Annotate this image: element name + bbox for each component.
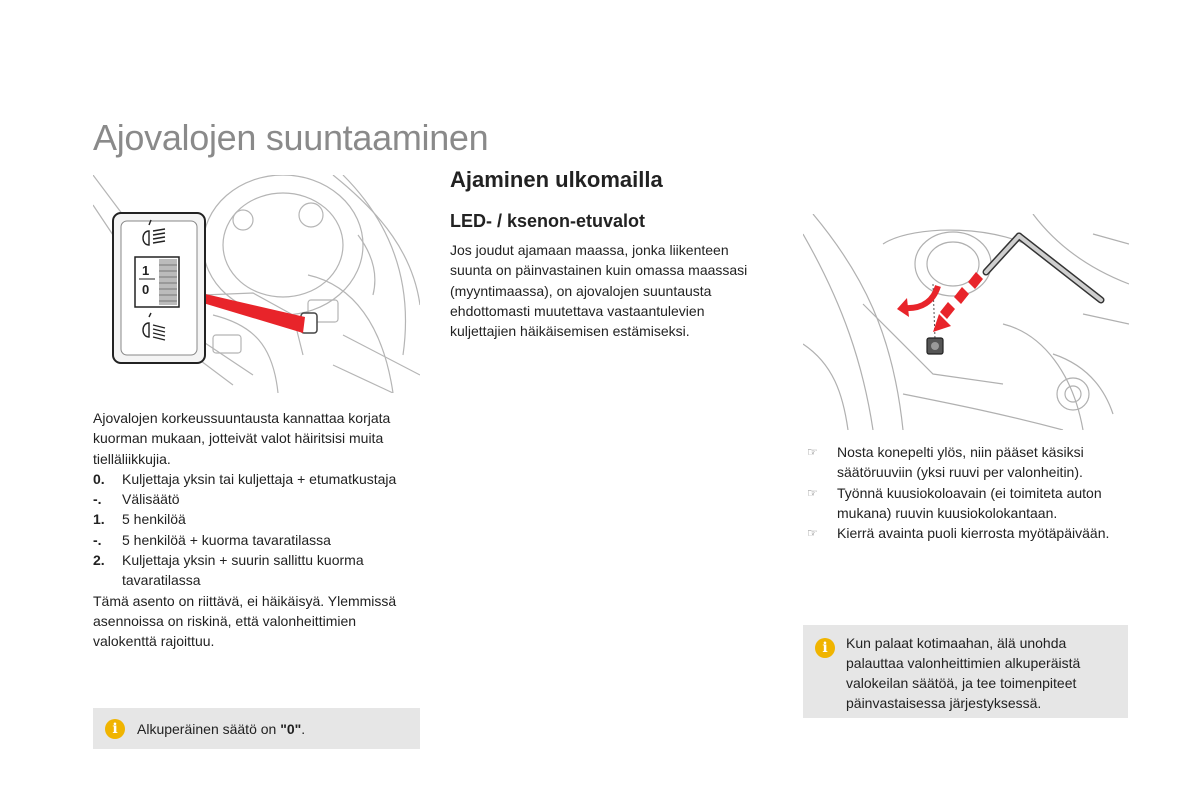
- note-paragraph: Tämä asento on riittävä, ei häikäisyä. Ylemmissä asennoissa on riskinä, että valonheittimien valokenttä rajoittuu.: [93, 592, 397, 650]
- info-text: Kun palaat kotimaahan, älä unohda palauttaa valonheittimien alkuperäistä valokeilan säätöä, ja tee toimenpiteet päinvastaisessa järjestyksessä.: [846, 635, 1081, 711]
- position-label: 1.: [93, 511, 105, 528]
- position-item: [93, 550, 423, 591]
- step-text: Työnnä kuusiokoloavain (ei toimiteta auton mukana) ruuvin kuusiokolokantaan.: [837, 484, 1102, 521]
- info-box-return-home: [803, 625, 1128, 718]
- position-item: [93, 530, 423, 550]
- position-item: [93, 509, 423, 529]
- step-item: [803, 442, 1133, 483]
- section-title: Ajaminen ulkomailla: [450, 167, 663, 192]
- info-box-default-setting: [93, 708, 420, 749]
- step-item: [803, 483, 1133, 524]
- left-text-block: [93, 408, 423, 652]
- step-text: Kierrä avainta puoli kierrosta myötäpäivään.: [837, 525, 1110, 542]
- position-text: Kuljettaja yksin + suurin sallittu kuorma tavaratilassa: [122, 552, 364, 589]
- step-text: Nosta konepelti ylös, niin pääset käsiksi säätöruuviin (yksi ruuvi per valonheitin).: [837, 444, 1084, 481]
- engine-bay-illustration: [803, 214, 1129, 430]
- dial-label-1: 1: [142, 263, 150, 278]
- dashboard-dial-illustration: [93, 175, 420, 393]
- foreign-driving-paragraph: Jos joudut ajamaan maassa, jonka liikenteen suunta on päinvastainen kuin omassa maassasi (myyntimaassa), on ajovalojen suuntausta ehdottomasti muutettava vastaantulevien kuljettajien häikäisemisen estämiseksi.: [450, 242, 748, 340]
- info-icon: i: [105, 719, 125, 739]
- step-item: [803, 523, 1133, 543]
- position-label: -.: [93, 531, 102, 548]
- position-item: [93, 489, 423, 509]
- position-item: [93, 469, 423, 489]
- position-label: 0.: [93, 470, 105, 487]
- position-label: 2.: [93, 552, 105, 569]
- info-text: Alkuperäinen säätö on "0".: [137, 721, 306, 737]
- info-icon: i: [815, 638, 835, 658]
- position-text: 5 henkilöä: [122, 511, 186, 528]
- position-text: 5 henkilöä + kuorma tavaratilassa: [122, 531, 331, 548]
- position-text: Välisäätö: [122, 491, 180, 508]
- dial-label-0: 0: [142, 282, 150, 297]
- pointing-hand-icon: ☞: [807, 526, 818, 541]
- subsection-title: LED- / ksenon-etuvalot: [450, 211, 646, 231]
- pointing-hand-icon: ☞: [807, 485, 818, 500]
- pointing-hand-icon: ☞: [807, 445, 818, 459]
- position-label: -.: [93, 491, 102, 508]
- adjustment-steps: [803, 442, 1133, 543]
- position-text: Kuljettaja yksin tai kuljettaja + etumatkustaja: [122, 470, 397, 487]
- intro-paragraph: Ajovalojen korkeussuuntausta kannattaa korjata kuorman mukaan, jotteivät valot häiritsisi muita tielläliikkujia.: [93, 410, 391, 467]
- page-title: Ajovalojen suuntaaminen: [93, 117, 489, 158]
